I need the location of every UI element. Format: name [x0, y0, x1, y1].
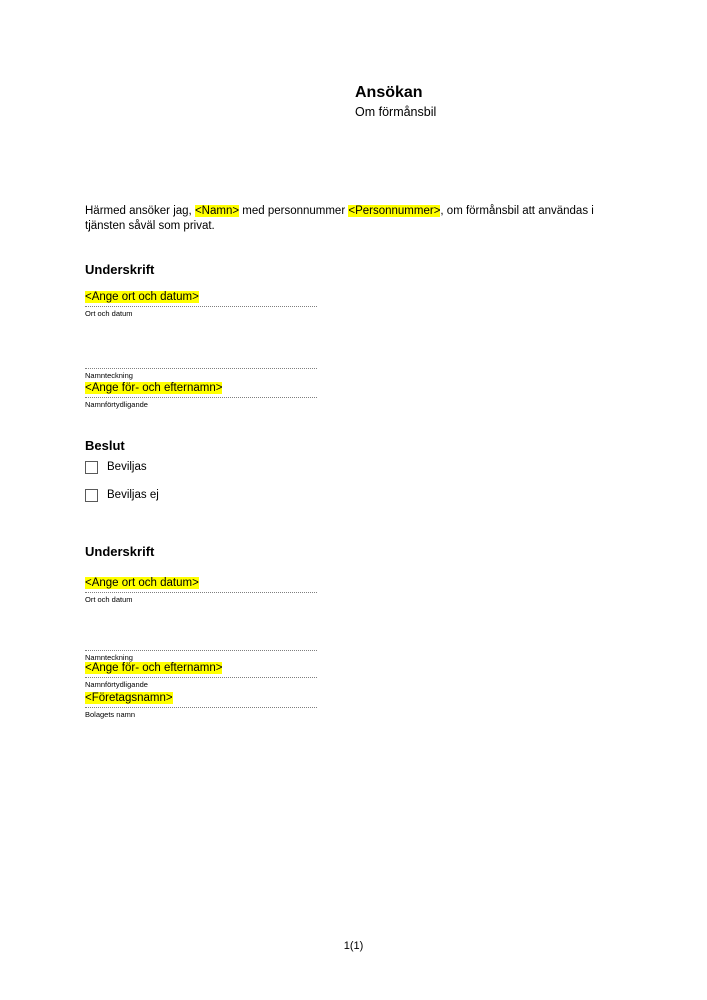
signature-line-2[interactable] — [85, 613, 317, 651]
beviljas-checkbox-label: Beviljas — [107, 461, 147, 473]
checkbox-row-beviljas — [85, 460, 147, 474]
field-line — [85, 381, 317, 398]
checkbox-row-beviljas-ej — [85, 488, 159, 502]
field-label-namnfortydligande-1: Namnförtydligande — [85, 400, 148, 409]
intro-text-after: , om förmånsbil att användas i tjänsten såväl som privat. — [85, 205, 594, 232]
beviljas-checkbox[interactable] — [85, 461, 98, 474]
beviljas-ej-checkbox-label: Beviljas ej — [107, 489, 159, 501]
page-number: 1(1) — [343, 940, 364, 952]
title-block — [355, 84, 436, 120]
field-namnteckning-1 — [85, 331, 317, 380]
ort-och-datum-placeholder-1[interactable]: <Ange ort och datum> — [85, 291, 199, 303]
field-namnteckning-2 — [85, 613, 317, 662]
field-line — [85, 691, 317, 708]
field-label-namnfortydligande-2: Namnförtydligande — [85, 680, 148, 689]
field-namnfortydligande-1 — [85, 381, 317, 409]
page-title: Ansökan — [355, 84, 423, 101]
field-line — [85, 661, 317, 678]
field-ort-och-datum-2 — [85, 576, 317, 604]
signature-line-1[interactable] — [85, 331, 317, 369]
intro-text-middle: med personnummer — [239, 205, 349, 217]
namn-placeholder-2[interactable]: <Ange för- och efternamn> — [85, 662, 223, 674]
beviljas-ej-checkbox[interactable] — [85, 489, 98, 502]
name-placeholder-field[interactable]: <Namn> — [194, 205, 240, 217]
field-bolagets-namn — [85, 691, 317, 719]
field-label-ort-och-datum-2: Ort och datum — [85, 595, 133, 604]
ort-och-datum-placeholder-2[interactable]: <Ange ort och datum> — [85, 577, 199, 589]
field-line — [85, 576, 317, 593]
field-label-bolagets-namn: Bolagets namn — [85, 710, 136, 719]
personnummer-placeholder-field[interactable]: <Personnummer> — [348, 205, 441, 217]
foretagsnamn-placeholder[interactable]: <Företagsnamn> — [85, 692, 173, 704]
namn-placeholder-1[interactable]: <Ange för- och efternamn> — [85, 382, 223, 394]
field-namnfortydligande-2 — [85, 661, 317, 689]
intro-paragraph — [85, 204, 625, 234]
field-label-namnteckning-2: Namnteckning — [85, 653, 133, 662]
section-heading-underskrift-2: Underskrift — [85, 544, 155, 559]
field-label-namnteckning-1: Namnteckning — [85, 371, 133, 380]
field-ort-och-datum-1 — [85, 290, 317, 318]
field-line — [85, 290, 317, 307]
page-subtitle: Om förmånsbil — [355, 105, 437, 119]
intro-text-before: Härmed ansöker jag, — [85, 205, 195, 217]
section-heading-beslut: Beslut — [85, 438, 125, 453]
field-label-ort-och-datum-1: Ort och datum — [85, 309, 133, 318]
section-heading-underskrift-1: Underskrift — [85, 262, 155, 277]
